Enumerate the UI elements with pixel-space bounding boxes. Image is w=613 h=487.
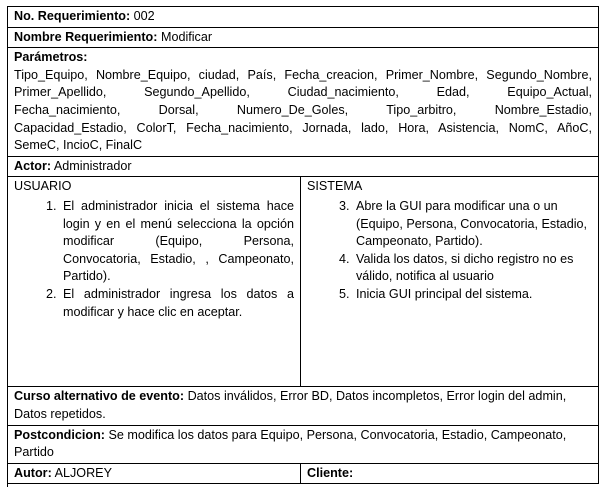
requirement-name-cell [8, 27, 599, 48]
usuario-column [8, 177, 301, 387]
actor-label: Actor: [14, 158, 52, 173]
parameters-line: SemeC, IncioC, FinalC [14, 138, 143, 153]
requirement-number-label: No. Requerimiento: [14, 9, 131, 23]
requirement-name-label: Nombre Requerimiento: [14, 29, 158, 44]
sistema-column [301, 177, 599, 387]
table-border-continuation [7, 477, 8, 487]
author-cell [8, 463, 301, 484]
author-value: ALJOREY [54, 465, 112, 480]
parameters-label: Parámetros: [14, 50, 88, 65]
requirement-number-row [8, 7, 599, 28]
postcondition-value: Se modifica los datos para Equipo, Persona, Convocatoria, Estadio, Campeonato, Partido [14, 427, 567, 460]
parameters-line: Tipo_Equipo, Nombre_Equipo, ciudad, País, Fecha_creacion, Primer_Nombre, Segundo_Nombre, [14, 67, 593, 82]
postcondition-row [8, 425, 599, 463]
postcondition-cell [8, 425, 599, 463]
requirement-document [7, 6, 598, 484]
parameters-line: Capacidad_Estadio, ColorT, Fecha_nacimiento, Jornada, lado, Hora, Asistencia, NomC, AñoC, [14, 120, 593, 135]
parameters-line: Fecha_nacimiento, Dorsal, Numero_De_Goles, Tipo_arbitro, Nombre_Estadio, [14, 102, 593, 117]
requirement-table [7, 6, 599, 484]
sistema-steps-list [307, 198, 592, 304]
alternate-course-row [8, 387, 599, 425]
client-label: Cliente: [307, 465, 354, 480]
usuario-step: 1. El administrador inicia el sistema hace login y en el menú selecciona la opción modificar (Equipo, Persona, Convocatoria, Estadio, , Campeonato, Partido). [60, 198, 294, 286]
sistema-step: 4. Valida los datos, si dicho registro no es válido, notifica al usuario [353, 251, 592, 286]
requirement-name-value: Modificar [160, 29, 213, 44]
requirement-number-cell [8, 7, 599, 28]
postcondition-label: Postcondicion: [14, 427, 105, 442]
steps-row [8, 177, 599, 387]
parameters-cell [8, 48, 599, 157]
parameters-line: Primer_Apellido, Segundo_Apellido, Ciudad_nacimiento, Edad, Equipo_Actual, [14, 85, 593, 100]
sistema-step: 5. Inicia GUI principal del sistema. [353, 286, 592, 304]
usuario-header: USUARIO [14, 179, 72, 194]
alternate-course-value: Datos inválidos, Error BD, Datos incompletos, Error login del admin, Datos repetidos. [14, 389, 567, 421]
requirement-name-row [8, 27, 599, 48]
alternate-course-cell [8, 387, 599, 425]
requirement-number-value: 002 [133, 9, 155, 23]
author-client-row [8, 463, 599, 484]
parameters-row [8, 48, 599, 157]
alternate-course-label: Curso alternativo de evento: [14, 389, 185, 404]
actor-cell [8, 156, 599, 177]
author-label: Autor: [14, 465, 52, 480]
usuario-steps-list [14, 198, 294, 321]
sistema-header: SISTEMA [307, 179, 363, 194]
sistema-step: 3. Abre la GUI para modificar una o un (Equipo, Persona, Convocatoria, Estadio, Campeonato, Partido). [353, 198, 592, 251]
client-cell [301, 463, 599, 484]
actor-value: Administrador [53, 158, 132, 173]
usuario-step: 2. El administrador ingresa los datos a modificar y hace clic en aceptar. [60, 286, 294, 321]
actor-row [8, 156, 599, 177]
